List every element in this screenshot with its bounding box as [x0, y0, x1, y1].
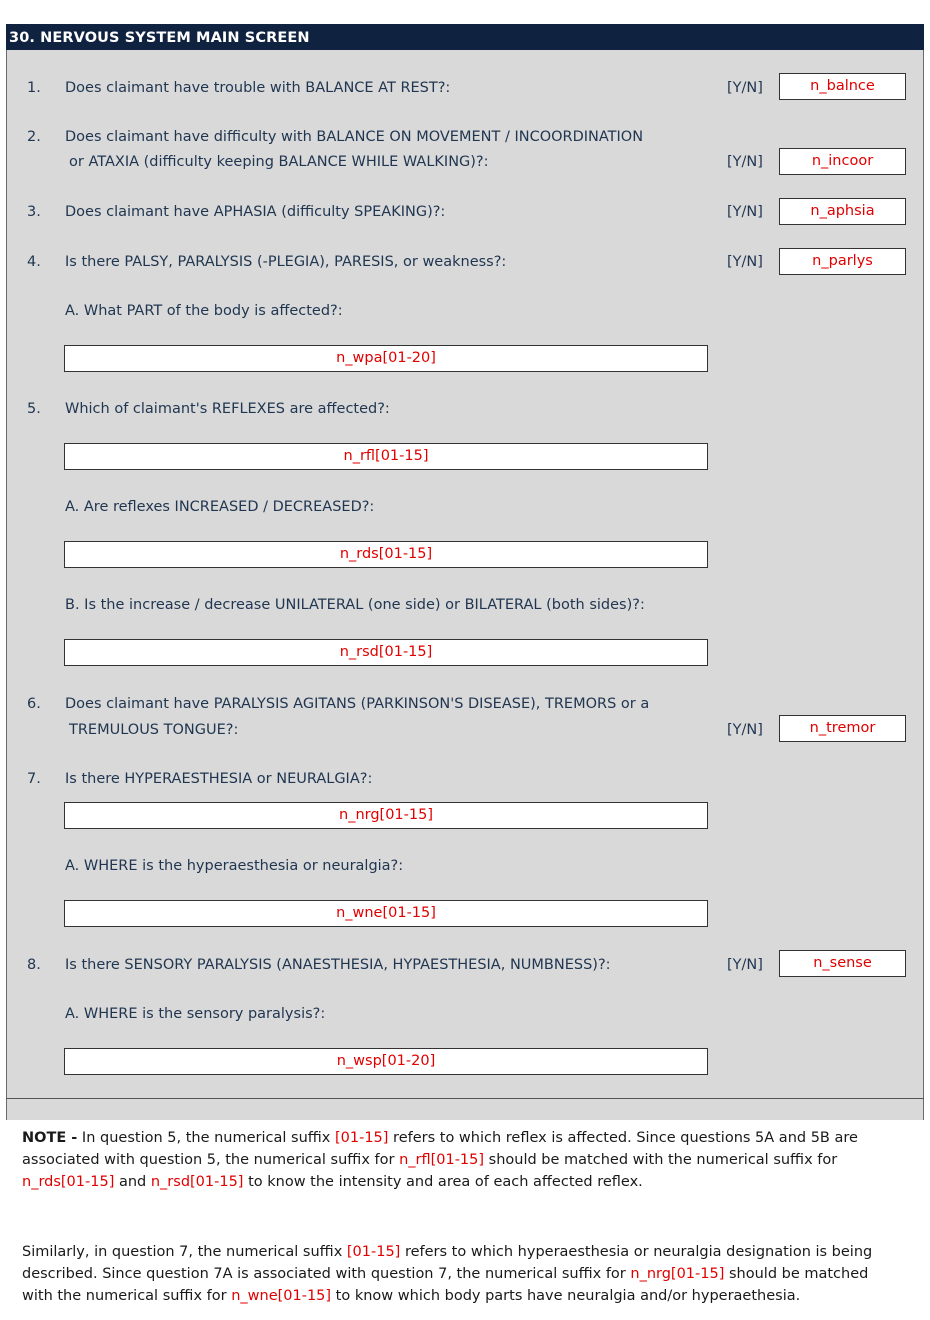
note1-text: In question 5, the numerical suffix: [77, 1130, 335, 1146]
q4-number: 4.: [27, 254, 41, 270]
q6-number: 6.: [27, 696, 41, 712]
q4a-text: A. What PART of the body is affected?:: [65, 303, 343, 319]
note2-suffix: [01-15]: [346, 1244, 401, 1260]
note-label: NOTE -: [22, 1130, 78, 1146]
q1-balance-field[interactable]: n_balnce: [779, 73, 906, 100]
note2-text: should be matched with the numerical suffix for: [22, 1266, 869, 1304]
section-title: 30. NERVOUS SYSTEM MAIN SCREEN: [9, 30, 310, 46]
q5b-side-field[interactable]: n_rsd[01-15]: [64, 639, 708, 666]
panel-divider: [6, 1098, 924, 1099]
note1-text: refers to which reflex is affected. Since questions 5A and 5B are associated with question 5, the numerical suffix for: [22, 1130, 858, 1168]
q6-text-line1: Does claimant have PARALYSIS AGITANS (PARKINSON'S DISEASE), TREMORS or a: [65, 696, 650, 712]
q5a-text: A. Are reflexes INCREASED / DECREASED?:: [65, 499, 375, 515]
q7a-text: A. WHERE is the hyperaesthesia or neuralgia?:: [65, 858, 404, 874]
note2-text: Similarly, in question 7, the numerical suffix: [22, 1244, 347, 1260]
q1-number: 1.: [27, 80, 41, 96]
note1-suffix: [01-15]: [334, 1130, 389, 1146]
q5-text: Which of claimant's REFLEXES are affected?:: [65, 401, 390, 417]
note2-text: to know which body parts have neuralgia and/or hyperaethesia.: [331, 1288, 801, 1304]
q7-neuralgia-field[interactable]: n_nrg[01-15]: [64, 802, 708, 829]
q8a-text: A. WHERE is the sensory paralysis?:: [65, 1006, 326, 1022]
q2-incoordination-field[interactable]: n_incoor: [779, 148, 906, 175]
note1-field-ref: n_rds[01-15]: [22, 1174, 115, 1190]
note2-text: refers to which hyperaesthesia or neuralgia designation is being described. Since question 7A is associated with question 7, the numerical suffix for: [22, 1244, 873, 1282]
q6-yn-label: [Y/N]: [727, 722, 763, 738]
q5a-increase-decrease-field[interactable]: n_rds[01-15]: [64, 541, 708, 568]
note1-field-ref: n_rsd[01-15]: [150, 1174, 244, 1190]
q8a-where-field[interactable]: n_wsp[01-20]: [64, 1048, 708, 1075]
q1-text: Does claimant have trouble with BALANCE AT REST?:: [65, 80, 451, 96]
q5-reflexes-field[interactable]: n_rfl[01-15]: [64, 443, 708, 470]
q6-text-line2: TREMULOUS TONGUE?:: [69, 722, 239, 738]
note1-text: should be matched with the numerical suffix for: [484, 1152, 838, 1168]
q4a-body-part-field[interactable]: n_wpa[01-20]: [64, 345, 708, 372]
note1-text: to know the intensity and area of each affected reflex.: [243, 1174, 643, 1190]
q3-number: 3.: [27, 204, 41, 220]
q3-aphasia-field[interactable]: n_aphsia: [779, 198, 906, 225]
q2-number: 2.: [27, 129, 41, 145]
q8-text: Is there SENSORY PARALYSIS (ANAESTHESIA, HYPAESTHESIA, NUMBNESS)?:: [65, 957, 611, 973]
q5b-text: B. Is the increase / decrease UNILATERAL (one side) or BILATERAL (both sides)?:: [65, 597, 645, 613]
q2-text-line2: or ATAXIA (difficulty keeping BALANCE WHILE WALKING)?:: [69, 154, 489, 170]
q4-text: Is there PALSY, PARALYSIS (-PLEGIA), PARESIS, or weakness?:: [65, 254, 507, 270]
note1-field-ref: n_rfl[01-15]: [399, 1152, 485, 1168]
q4-paralysis-field[interactable]: n_parlys: [779, 248, 906, 275]
q8-number: 8.: [27, 957, 41, 973]
q2-yn-label: [Y/N]: [727, 154, 763, 170]
q4-yn-label: [Y/N]: [727, 254, 763, 270]
q3-text: Does claimant have APHASIA (difficulty SPEAKING)?:: [65, 204, 446, 220]
q8-sense-field[interactable]: n_sense: [779, 950, 906, 977]
q1-yn-label: [Y/N]: [727, 80, 763, 96]
note-paragraph-1: [22, 1127, 902, 1193]
q7-text: Is there HYPERAESTHESIA or NEURALGIA?:: [65, 771, 373, 787]
q5-number: 5.: [27, 401, 41, 417]
q7a-where-field[interactable]: n_wne[01-15]: [64, 900, 708, 927]
q6-tremor-field[interactable]: n_tremor: [779, 715, 906, 742]
q8-yn-label: [Y/N]: [727, 957, 763, 973]
note2-field-ref: n_nrg[01-15]: [630, 1266, 725, 1282]
note-paragraph-2: [22, 1241, 902, 1307]
section-header: [6, 24, 924, 50]
q7-number: 7.: [27, 771, 41, 787]
note2-field-ref: n_wne[01-15]: [231, 1288, 332, 1304]
q2-text-line1: Does claimant have difficulty with BALANCE ON MOVEMENT / INCOORDINATION: [65, 129, 644, 145]
q3-yn-label: [Y/N]: [727, 204, 763, 220]
note1-text: and: [114, 1174, 151, 1190]
